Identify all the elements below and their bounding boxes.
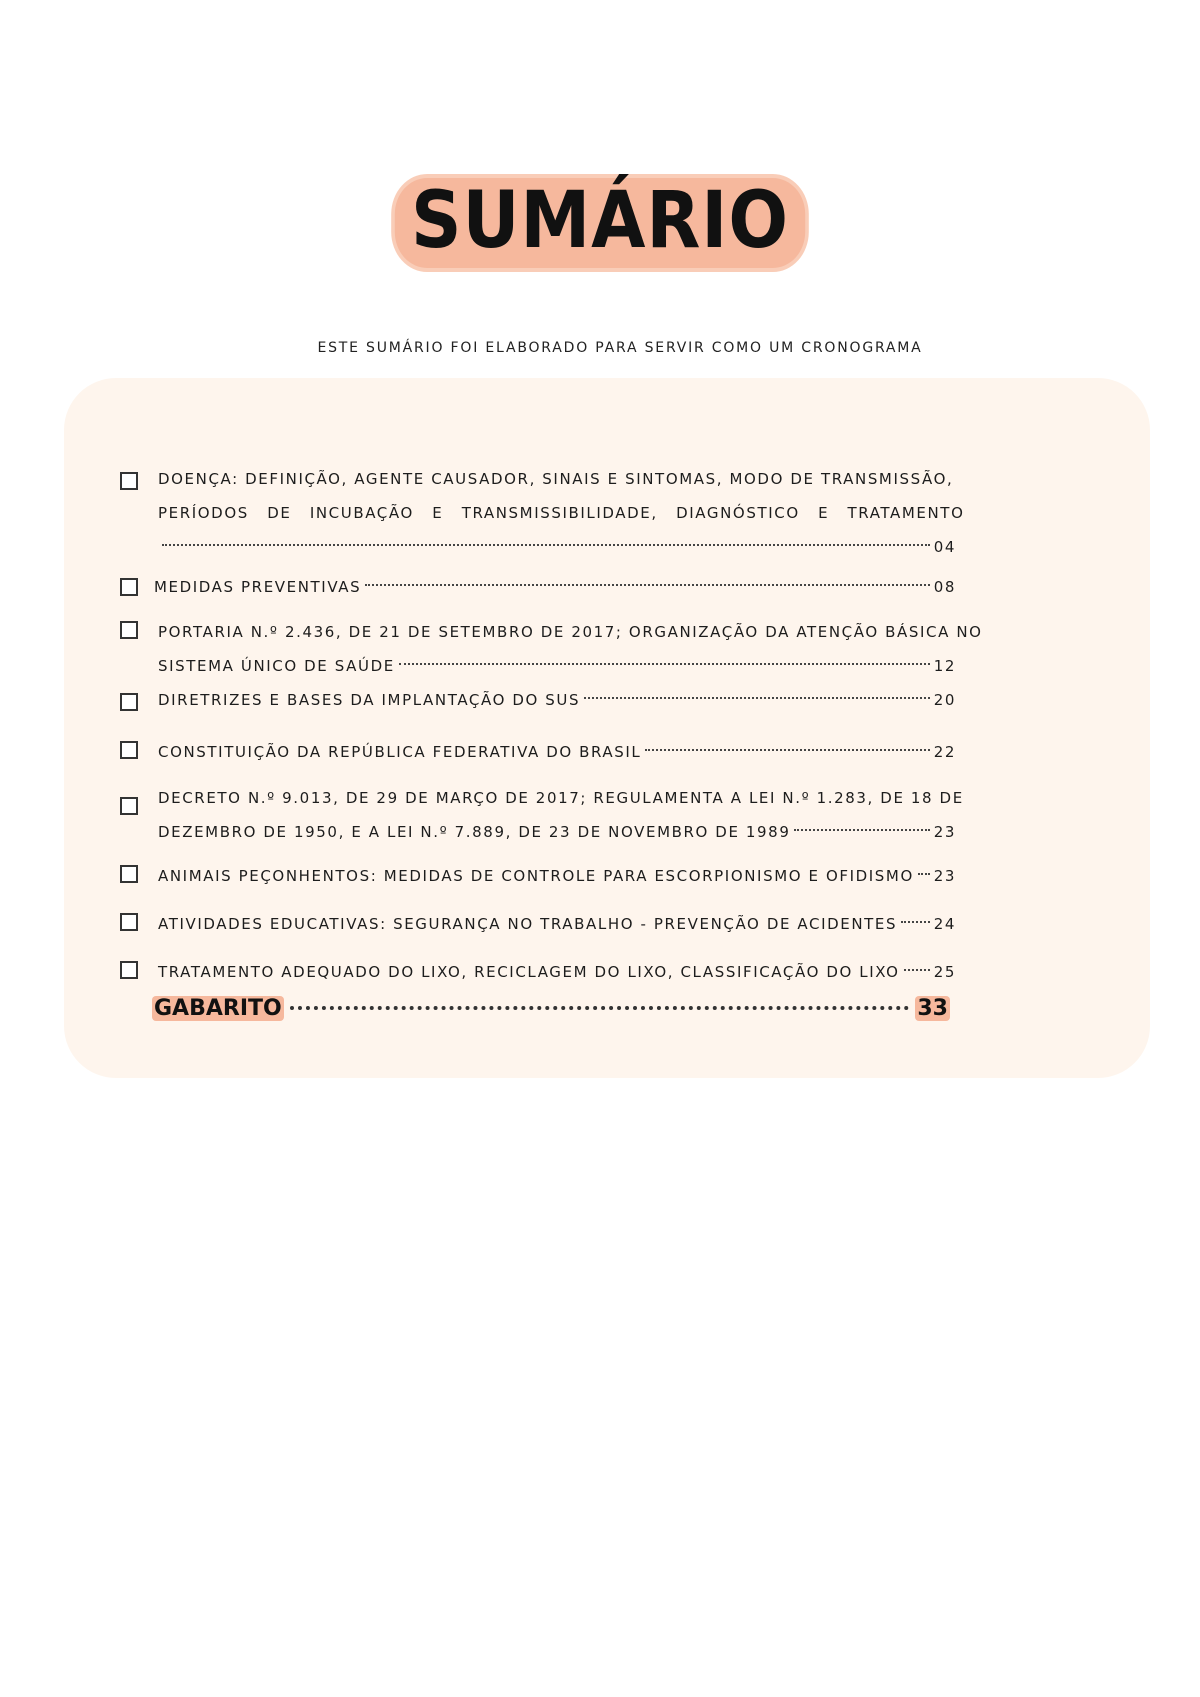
toc-entry-label: DIRETRIZES E BASES DA IMPLANTAÇÃO DO SUS: [158, 691, 581, 709]
toc-entry-label: CONSTITUIÇÃO DA REPÚBLICA FEDERATIVA DO BRASIL: [158, 743, 642, 761]
toc-entry-text: [158, 859, 956, 893]
toc-entry-page: 20: [933, 691, 956, 709]
toc-entry-page: 25: [933, 963, 956, 981]
toc-entry-text: [154, 570, 956, 604]
toc-entry-page: 23: [933, 823, 956, 841]
toc-entry: [120, 462, 965, 564]
gabarito-page: 33: [917, 996, 948, 1021]
toc-entry: [120, 735, 956, 769]
toc-entry-line: [158, 530, 956, 564]
checkbox[interactable]: [120, 913, 138, 931]
checkbox[interactable]: [120, 693, 138, 711]
toc-entry-line: [154, 570, 956, 604]
checkbox[interactable]: [120, 621, 138, 639]
leader-dots: [584, 697, 930, 699]
toc-entry-label: PORTARIA N.º 2.436, DE 21 DE SETEMBRO DE 2017; ORGANIZAÇÃO DA ATENÇÃO BÁSICA NO: [158, 623, 983, 641]
gabarito-label: GABARITO: [154, 996, 282, 1021]
leader-dots: [645, 749, 929, 751]
toc-entry-line: [158, 859, 956, 893]
leader-dots: [290, 1006, 910, 1010]
leader-dots: [918, 873, 930, 875]
toc-entry-line: [158, 615, 983, 649]
toc-entry: [120, 781, 964, 849]
checkbox[interactable]: [120, 741, 138, 759]
toc-entry-text: [158, 781, 964, 849]
toc-entry-text: [158, 615, 983, 683]
leader-dots: [904, 969, 930, 971]
toc-entry-line: [158, 735, 956, 769]
toc-entry-label: DECRETO N.º 9.013, DE 29 DE MARÇO DE 2017; REGULAMENTA A LEI N.º 1.283, DE 18 DE: [158, 789, 964, 807]
toc-entry-line: [158, 907, 956, 941]
toc-entry-page: 23: [933, 867, 956, 885]
toc-entry-text: [158, 907, 956, 941]
toc-entry-page: 08: [933, 578, 956, 596]
toc-entry: [120, 683, 956, 717]
checkbox[interactable]: [120, 578, 138, 596]
toc-entry-line: [158, 649, 956, 683]
toc-entry-line: [158, 955, 956, 989]
toc-entry: [120, 615, 983, 683]
toc-entry-text: [158, 735, 956, 769]
toc-entry-label: MEDIDAS PREVENTIVAS: [154, 578, 362, 596]
checkbox[interactable]: [120, 797, 138, 815]
toc-entry-page: 12: [933, 657, 956, 675]
leader-dots: [162, 544, 930, 546]
toc-entry-label: ANIMAIS PEÇONHENTOS: MEDIDAS DE CONTROLE PARA ESCORPIONISMO E OFIDISMO: [158, 867, 914, 885]
leader-dots: [794, 829, 929, 831]
toc-entry-label: DEZEMBRO DE 1950, E A LEI N.º 7.889, DE 23 DE NOVEMBRO DE 1989: [158, 823, 791, 841]
toc-entry: [120, 907, 956, 941]
toc-entry-text: [158, 462, 965, 564]
checkbox[interactable]: [120, 865, 138, 883]
toc-entry-label: TRATAMENTO ADEQUADO DO LIXO, RECICLAGEM DO LIXO, CLASSIFICAÇÃO DO LIXO: [158, 963, 900, 981]
toc-entry-label: DOENÇA: DEFINIÇÃO, AGENTE CAUSADOR, SINAIS E SINTOMAS, MODO DE TRANSMISSÃO,: [158, 470, 954, 488]
toc-entry: [120, 859, 956, 893]
toc-entry-page: 22: [933, 743, 956, 761]
toc-entry-line: [158, 781, 964, 815]
toc-entry-text: [158, 683, 956, 717]
page-title: SUMÁRIO: [395, 178, 805, 268]
page-subtitle: ESTE SUMÁRIO FOI ELABORADO PARA SERVIR COMO UM CRONOGRAMA: [317, 340, 923, 356]
checkbox[interactable]: [120, 961, 138, 979]
leader-dots: [399, 663, 930, 665]
toc-entry-page: 04: [933, 538, 956, 556]
toc-entry-text: [158, 955, 956, 989]
toc-entry-label: SISTEMA ÚNICO DE SAÚDE: [158, 657, 395, 675]
toc-entry: [120, 570, 956, 604]
leader-dots: [365, 584, 929, 586]
title-wrap: [0, 178, 1200, 268]
toc-entry-line: [158, 462, 956, 496]
leader-dots: [901, 921, 930, 923]
gabarito-entry: [152, 996, 950, 1021]
toc-entry-line: [158, 815, 956, 849]
toc-entry-line: [158, 496, 965, 530]
toc-entry-label: ATIVIDADES EDUCATIVAS: SEGURANÇA NO TRABALHO - PREVENÇÃO DE ACIDENTES: [158, 915, 898, 933]
checkbox[interactable]: [120, 472, 138, 490]
toc-entry: [120, 955, 956, 989]
toc-entry-page: 24: [933, 915, 956, 933]
toc-entry-label: PERÍODOS DE INCUBAÇÃO E TRANSMISSIBILIDADE, DIAGNÓSTICO E TRATAMENTO: [158, 504, 965, 522]
toc-entry-line: [158, 683, 956, 717]
